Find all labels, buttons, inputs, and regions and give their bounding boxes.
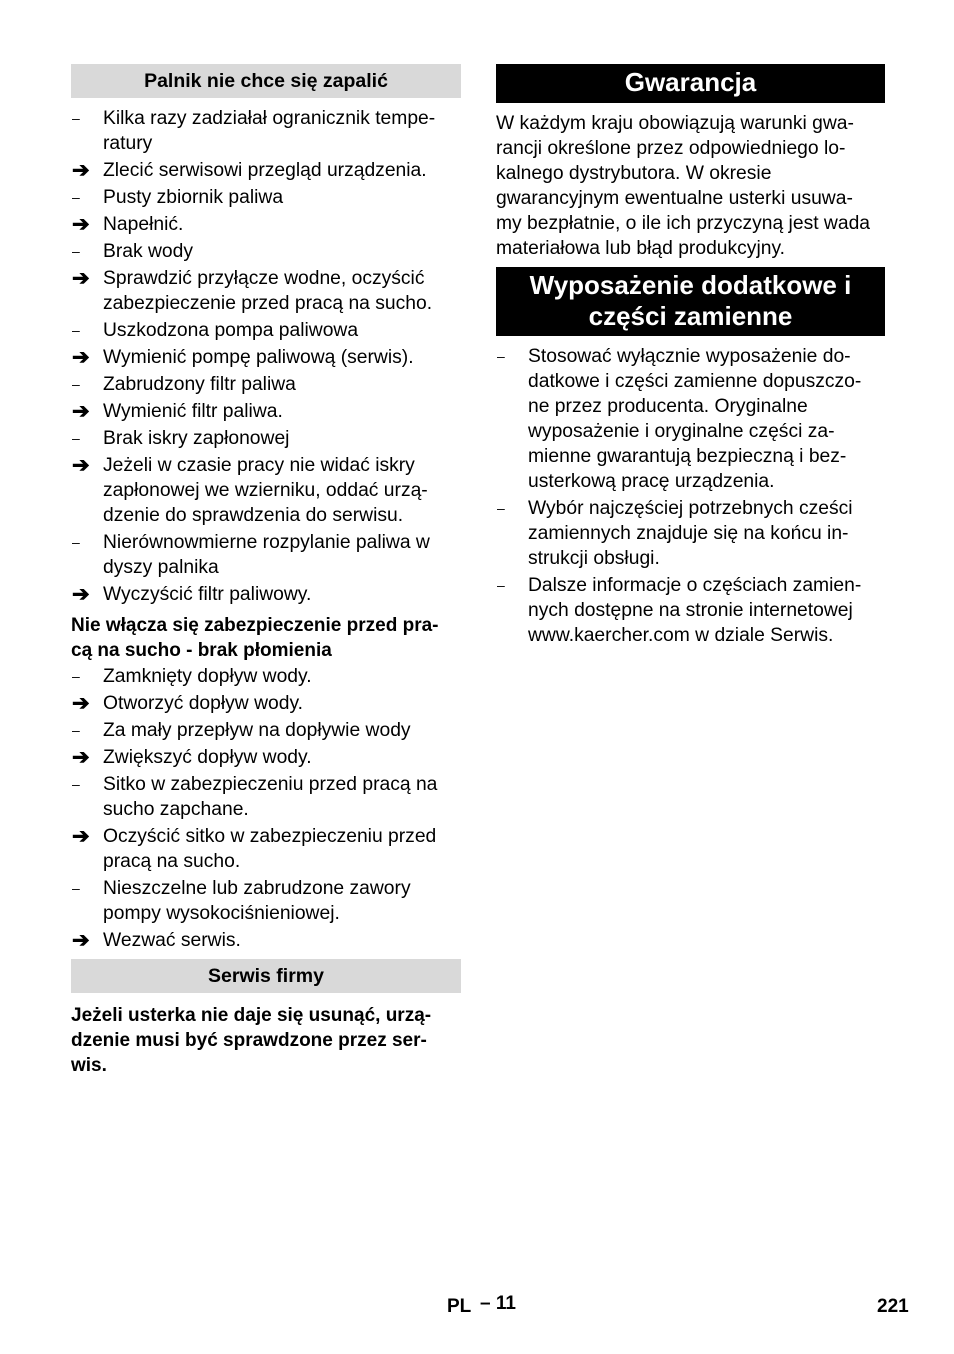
dash-bullet-icon: –: [72, 534, 80, 550]
action-item: [71, 928, 461, 953]
list-item-text: Otworzyć dopływ wody.: [103, 693, 304, 714]
list-item-text: Nierównowmierne rozpylanie paliwa w dyszy palnika: [103, 532, 430, 578]
dash-bullet-icon: –: [497, 577, 505, 593]
section-heading-service: Serwis firmy: [71, 959, 461, 993]
arrow-right-icon: ➔: [72, 346, 90, 369]
action-item: [71, 212, 461, 237]
list-item-text: Wyczyścić filtr paliwowy.: [103, 584, 312, 605]
arrow-right-icon: ➔: [72, 929, 90, 952]
action-item: [71, 345, 461, 370]
accessories-list: [496, 344, 885, 648]
dash-bullet-icon: –: [72, 110, 80, 126]
cause-item: [71, 718, 461, 743]
footer-local-page-number: – 11: [480, 1293, 516, 1314]
list-item-text: Dalsze informacje o częściach zamien- nych dostępne na stronie internetowej www.kaercher.com w dziale Serwis.: [528, 575, 862, 646]
arrow-right-icon: ➔: [72, 213, 90, 236]
section-heading-warranty: Gwarancja: [496, 64, 885, 103]
list-item-text: Zlecić serwisowi przegląd urządzenia.: [103, 160, 427, 181]
cause-item: [71, 530, 461, 580]
dash-bullet-icon: –: [72, 722, 80, 738]
list-item-text: Brak iskry zapłonowej: [103, 428, 290, 449]
dash-bullet-icon: –: [72, 243, 80, 259]
right-column: [496, 64, 885, 650]
cause-item: [496, 573, 885, 648]
arrow-right-icon: ➔: [72, 400, 90, 423]
cause-item: [71, 239, 461, 264]
dry-run-troubleshooting-list: [71, 664, 461, 953]
list-item-text: Wymienić pompę paliwową (serwis).: [103, 347, 414, 368]
list-item-text: Brak wody: [103, 241, 194, 262]
action-item: [71, 691, 461, 716]
list-item-text: Kilka razy zadziałał ogranicznik tempe- ratury: [103, 108, 436, 154]
list-item-text: Wybór najczęściej potrzebnych cześci zamiennych znajduje się na końcu in- strukcji obsługi.: [528, 498, 853, 569]
arrow-right-icon: ➔: [72, 692, 90, 715]
dash-bullet-icon: –: [72, 322, 80, 338]
list-item-text: Pusty zbiornik paliwa: [103, 187, 284, 208]
action-item: [71, 158, 461, 183]
list-item-text: Wymienić filtr paliwa.: [103, 401, 283, 422]
cause-item: [71, 772, 461, 822]
warranty-text: W każdym kraju obowiązują warunki gwa- rancji określone przez odpowiedniego lo- kalnego dystrybutora. W okresie gwarancyjnym ewentualne usterki usuwa- my bezpłatnie, o ile ich przyczyną jest wada materiałowa lub błąd produkcyjny.: [496, 113, 871, 259]
list-item-text: Zamknięty dopływ wody.: [103, 666, 312, 687]
service-note: Jeżeli usterka nie daje się usunąć, urzą- dzenie musi być sprawdzone przez ser- wis.: [71, 1005, 432, 1076]
section-heading-dry-run: Nie włącza się zabezpieczenie przed pra- cą na sucho - brak płomienia: [71, 615, 439, 661]
list-item-text: Wezwać serwis.: [103, 930, 241, 951]
cause-item: [496, 344, 885, 494]
dash-bullet-icon: –: [72, 776, 80, 792]
dash-bullet-icon: –: [72, 668, 80, 684]
list-item-text: Napełnić.: [103, 214, 184, 235]
action-item: [71, 399, 461, 424]
list-item-text: Stosować wyłącznie wyposażenie do- datkowe i części zamienne dopuszczo- ne przez producenta. Oryginalne wyposażenie i oryginalne części za- mienne gwarantują bezpieczną i bez- usterkową pracę urządzenia.: [528, 346, 862, 492]
list-item-text: Nieszczelne lub zabrudzone zawory pompy wysokociśnieniowej.: [103, 878, 411, 924]
cause-item: [71, 664, 461, 689]
list-item-text: Oczyścić sitko w zabezpieczeniu przed pracą na sucho.: [103, 826, 437, 872]
cause-item: [71, 106, 461, 156]
cause-item: [71, 426, 461, 451]
cause-item: [496, 496, 885, 571]
dash-bullet-icon: –: [497, 348, 505, 364]
footer-language: PL: [447, 1296, 472, 1317]
arrow-right-icon: ➔: [72, 267, 90, 290]
list-item-text: Uszkodzona pompa paliwowa: [103, 320, 359, 341]
dash-bullet-icon: –: [72, 430, 80, 446]
list-item-text: Zabrudzony filtr paliwa: [103, 374, 296, 395]
list-item-text: Za mały przepływ na dopływie wody: [103, 720, 411, 741]
arrow-right-icon: ➔: [72, 454, 90, 477]
footer-page-number: 221: [877, 1296, 909, 1317]
section-heading-accessories: Wyposażenie dodatkowe i części zamienne: [496, 267, 885, 336]
section-heading-burner: Palnik nie chce się zapalić: [71, 64, 461, 98]
cause-item: [71, 876, 461, 926]
left-column: [71, 64, 461, 1078]
arrow-right-icon: ➔: [72, 825, 90, 848]
action-item: [71, 266, 461, 316]
cause-item: [71, 372, 461, 397]
action-item: [71, 745, 461, 770]
arrow-right-icon: ➔: [72, 583, 90, 606]
dash-bullet-icon: –: [72, 880, 80, 896]
action-item: [71, 453, 461, 528]
list-item-text: Sitko w zabezpieczeniu przed pracą na sucho zapchane.: [103, 774, 438, 820]
arrow-right-icon: ➔: [72, 159, 90, 182]
list-item-text: Jeżeli w czasie pracy nie widać iskry zapłonowej we wzierniku, oddać urzą- dzenie do sprawdzenia do serwisu.: [103, 455, 428, 526]
list-item-text: Zwiększyć dopływ wody.: [103, 747, 312, 768]
action-item: [71, 824, 461, 874]
dash-bullet-icon: –: [497, 500, 505, 516]
arrow-right-icon: ➔: [72, 746, 90, 769]
burner-troubleshooting-list: [71, 106, 461, 607]
dash-bullet-icon: –: [72, 376, 80, 392]
dash-bullet-icon: –: [72, 189, 80, 205]
action-item: [71, 582, 461, 607]
cause-item: [71, 318, 461, 343]
list-item-text: Sprawdzić przyłącze wodne, oczyścić zabezpieczenie przed pracą na sucho.: [103, 268, 433, 314]
cause-item: [71, 185, 461, 210]
